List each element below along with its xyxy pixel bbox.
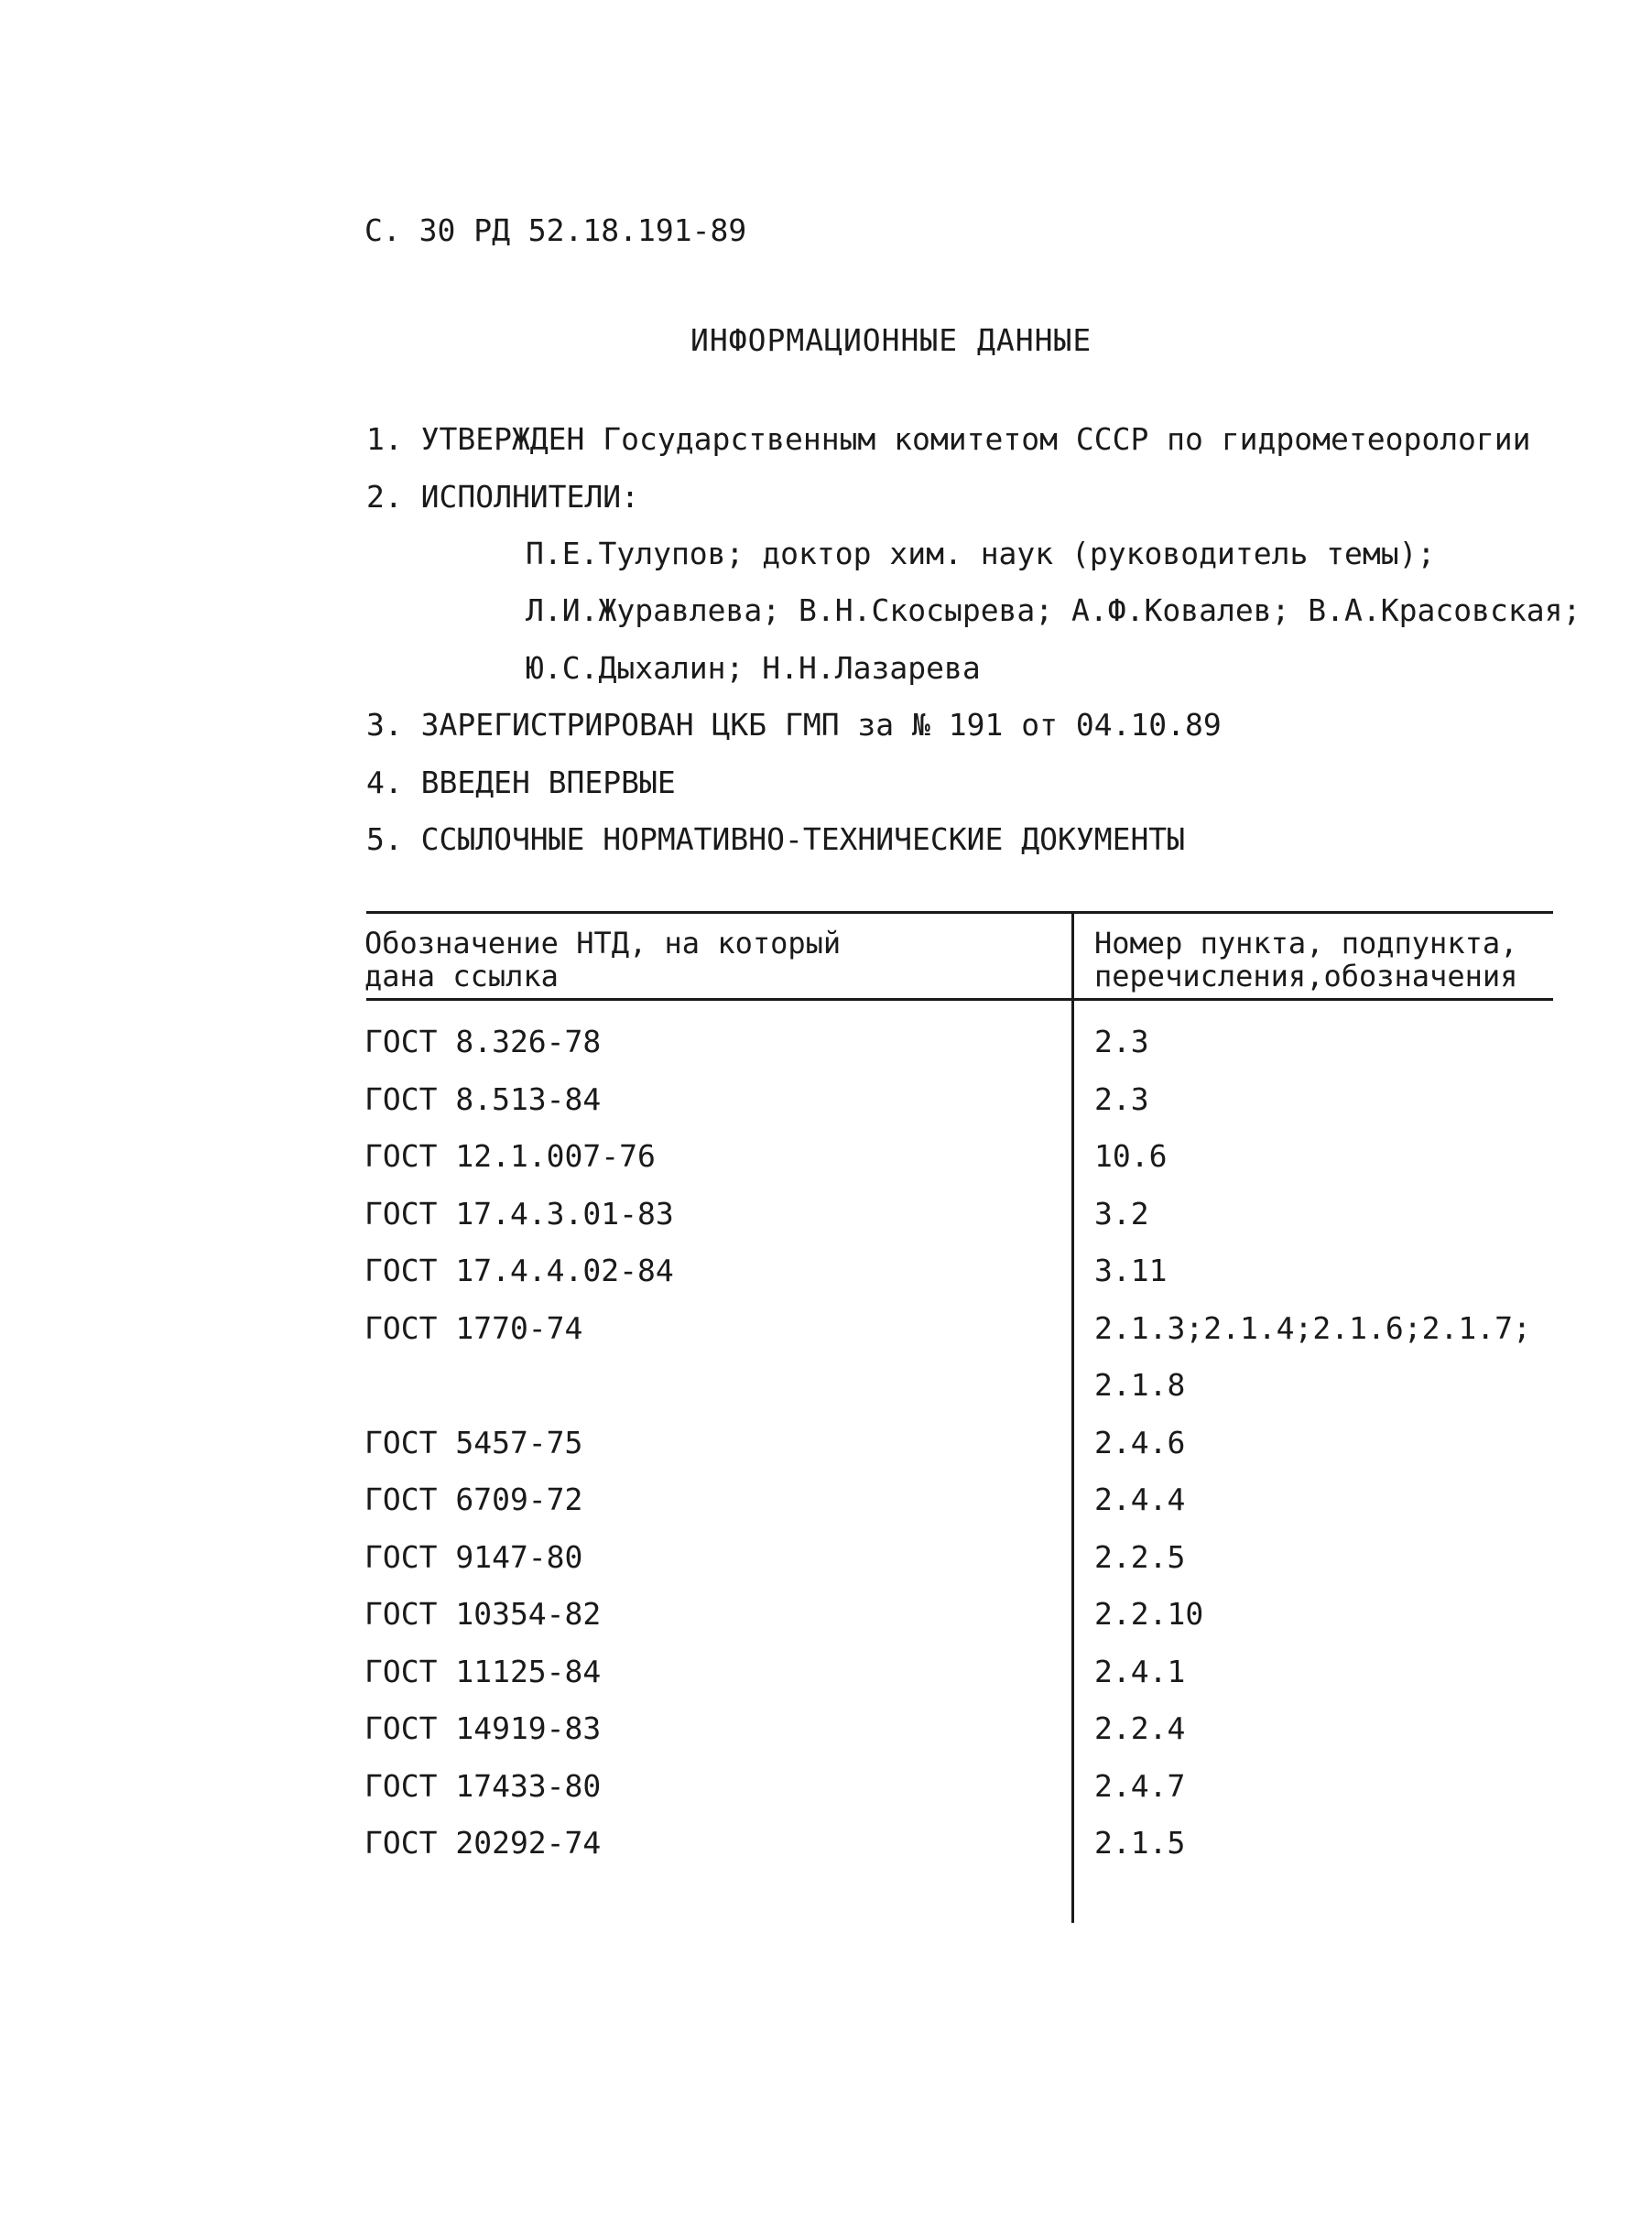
table-cell-clause: 2.1.3;2.1.4;2.1.6;2.1.7; (1094, 1310, 1531, 1346)
table-cell-clause: 3.2 (1094, 1196, 1149, 1232)
executor-line-2: Л.И.Журавлева; В.Н.Скосырева; А.Ф.Ковалев; В.А.Красовская; (526, 592, 1581, 628)
section-title: ИНФОРМАЦИОННЫЕ ДАННЫЕ (690, 322, 1092, 358)
table-cell-clause: 2.1.8 (1094, 1367, 1186, 1403)
table-cell-designation: ГОСТ 9147-80 (364, 1539, 583, 1575)
table-cell-clause: 2.4.7 (1094, 1768, 1186, 1804)
table-cell-designation: ГОСТ 6709-72 (364, 1482, 583, 1517)
table-column-divider (1071, 911, 1074, 1923)
table-cell-clause: 2.4.6 (1094, 1425, 1186, 1460)
executor-line-1: П.Е.Тулупов; доктор хим. наук (руководитель темы); (526, 536, 1436, 571)
table-cell-designation: ГОСТ 8.326-78 (364, 1024, 602, 1059)
table-cell-clause: 10.6 (1094, 1138, 1168, 1174)
table-header-designation: Обозначение НТД, на который дана ссылка (364, 926, 842, 993)
table-header-rule (366, 998, 1553, 1001)
table-cell-clause: 2.3 (1094, 1081, 1149, 1117)
item-approved: 1. УТВЕРЖДЕН Государственным комитетом СССР по гидрометеорологии (366, 421, 1531, 457)
table-cell-designation: ГОСТ 10354-82 (364, 1596, 602, 1632)
table-cell-designation: ГОСТ 5457-75 (364, 1425, 583, 1460)
item-references: 5. ССЫЛОЧНЫЕ НОРМАТИВНО-ТЕХНИЧЕСКИЕ ДОКУМЕНТЫ (366, 821, 1186, 857)
table-cell-clause: 2.4.1 (1094, 1654, 1186, 1689)
table-header-clause: Номер пункта, подпункта, перечисления,обозначения (1094, 926, 1518, 993)
table-cell-designation: ГОСТ 11125-84 (364, 1654, 602, 1689)
table-cell-clause: 2.4.4 (1094, 1482, 1186, 1517)
table-cell-clause: 2.1.5 (1094, 1825, 1186, 1861)
table-cell-designation: ГОСТ 12.1.007-76 (364, 1138, 656, 1174)
page-header: С. 30 РД 52.18.191-89 (364, 212, 747, 248)
table-cell-designation: ГОСТ 1770-74 (364, 1310, 583, 1346)
table-cell-designation: ГОСТ 17.4.3.01-83 (364, 1196, 674, 1232)
table-cell-designation: ГОСТ 20292-74 (364, 1825, 602, 1861)
item-registered: 3. ЗАРЕГИСТРИРОВАН ЦКБ ГМП за № 191 от 04.10.89 (366, 707, 1222, 743)
table-top-rule (366, 911, 1553, 914)
table-cell-designation: ГОСТ 8.513-84 (364, 1081, 602, 1117)
executor-line-3: Ю.С.Дыхалин; Н.Н.Лазарева (526, 650, 981, 686)
table-cell-clause: 3.11 (1094, 1253, 1168, 1288)
table-cell-clause: 2.2.4 (1094, 1710, 1186, 1746)
table-cell-designation: ГОСТ 17.4.4.02-84 (364, 1253, 674, 1288)
item-executors: 2. ИСПОЛНИТЕЛИ: (366, 479, 640, 515)
table-cell-clause: 2.2.10 (1094, 1596, 1204, 1632)
table-cell-clause: 2.2.5 (1094, 1539, 1186, 1575)
table-cell-clause: 2.3 (1094, 1024, 1149, 1059)
table-cell-designation: ГОСТ 17433-80 (364, 1768, 602, 1804)
table-cell-designation: ГОСТ 14919-83 (364, 1710, 602, 1746)
item-introduced: 4. ВВЕДЕН ВПЕРВЫЕ (366, 765, 676, 800)
